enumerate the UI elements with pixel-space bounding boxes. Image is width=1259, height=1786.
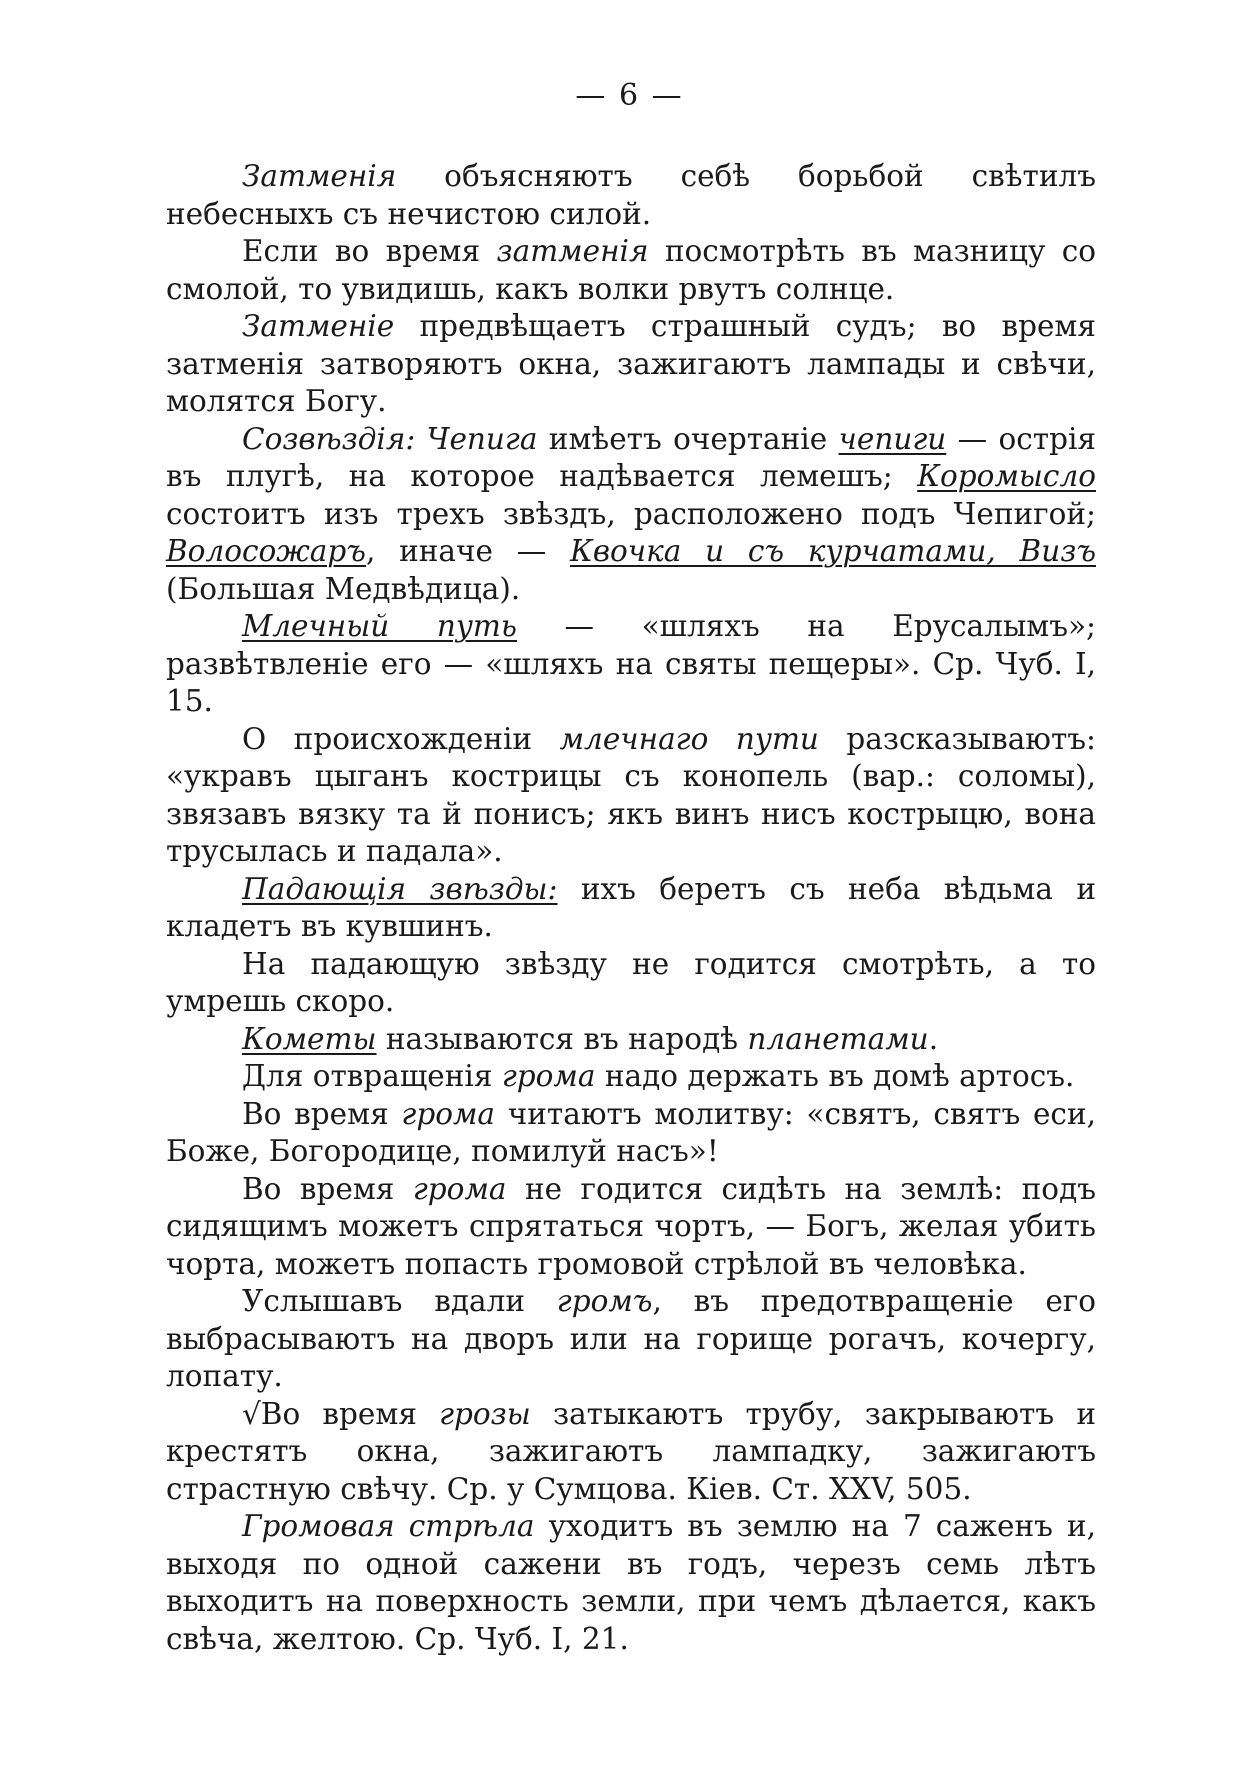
text-segment: О происхожденіи — [242, 721, 560, 756]
text-segment: состоитъ изъ трехъ звѣздъ, расположено подъ Чепигой; — [166, 496, 1096, 531]
page-number: — 6 — — [575, 78, 684, 113]
paragraph — [166, 421, 1096, 609]
text-segment: Во время — [242, 1171, 413, 1206]
text-segment: разсказываютъ: «укравъ цыганъ кострицы съ конопель (вар.: соломы), звязавъ вязку та й понисъ; якъ винъ нисъ кострыцю, вона трусылась и падала». — [166, 721, 1096, 868]
text-segment: — «шляхъ на Ерусалымъ»; развѣтвленіе его — «шляхъ на святы пещеры». Ср. Чуб. I, 15. — [166, 609, 1097, 718]
text-segment: предвѣщаетъ страшный судъ; во время затменія затворяютъ окна, зажигаютъ лампады и свѣчи, молятся Богу. — [166, 309, 1096, 418]
keyword-term: млечнаго пути — [559, 721, 819, 756]
text-segment: читаютъ молитву: «святъ, святъ еси, Боже, Богородице, помилуй насъ»! — [166, 1096, 1096, 1168]
text-segment: Если во время — [242, 234, 497, 268]
keyword-term: грозы — [439, 1396, 531, 1431]
text-segment: На падающую звѣзду не годится смотрѣть, а то умрешь скоро. — [166, 946, 1096, 1018]
keyword-term: Падающія звѣзды: — [242, 871, 558, 906]
keyword-term: Квочка и съ курчатами, Визъ — [570, 534, 1096, 568]
keyword-term: Затменія — [242, 159, 397, 193]
keyword-term: затменія — [496, 234, 649, 268]
text-body — [166, 158, 1096, 1658]
text-segment: посмотрѣть въ мазницу со смолой, то увидишь, какъ волки рвутъ солнце. — [166, 234, 1097, 306]
text-segment: √Во время — [242, 1396, 440, 1431]
text-segment: затыкаютъ трубу, закрываютъ и крестятъ окна, зажигаютъ лампадку, зажигаютъ страстную свѣчу. Ср. у Сумцова. Кіев. Ст. XXV, 505. — [166, 1396, 1096, 1506]
paragraph — [166, 608, 1096, 721]
text-segment: надо держать въ домѣ артосъ. — [595, 1059, 1075, 1093]
paragraph — [166, 233, 1096, 308]
keyword-term: грома — [412, 1171, 507, 1206]
text-segment: объясняютъ себѣ борьбой свѣтилъ небесныхъ съ нечистою силой. — [166, 159, 1096, 231]
paragraph — [166, 721, 1096, 871]
text-segment: называются въ народѣ — [376, 1021, 748, 1056]
text-segment: ихъ беретъ съ неба вѣдьма и кладетъ въ кувшинъ. — [166, 871, 1097, 943]
keyword-term: Коромысло — [917, 459, 1096, 493]
paragraph — [166, 1096, 1096, 1171]
text-segment: , иначе — — [365, 534, 571, 568]
text-segment: — острія въ плугѣ, на которое надѣвается лемешъ; — [166, 421, 1096, 493]
keyword-term: чепиги — [838, 421, 947, 456]
keyword-term: грома — [401, 1096, 496, 1131]
paragraph — [166, 1283, 1096, 1396]
keyword-term: грома — [501, 1059, 596, 1093]
keyword-term: планетами — [747, 1021, 929, 1056]
text-segment: имѣетъ очертаніе — [537, 421, 839, 456]
keyword-term: Кометы — [242, 1021, 377, 1056]
keyword-term: громъ — [556, 1284, 653, 1318]
keyword-term: Млечный путь — [242, 609, 517, 643]
paragraph — [166, 871, 1096, 946]
keyword-term: Волосожаръ — [166, 534, 366, 568]
paragraph — [166, 158, 1096, 233]
paragraph — [166, 1396, 1096, 1509]
text-segment: , въ предотвращеніе его выбрасываютъ на дворъ или на горище рогачъ, кочергу, лопату. — [166, 1284, 1097, 1393]
text-segment: не годится сидѣть на землѣ: подъ сидящимъ можетъ спрятаться чортъ, — Богъ, желая убить чорта, можетъ попасть громовой стрѣлой въ человѣка. — [166, 1171, 1097, 1281]
text-segment: уходитъ въ землю на 7 саженъ и, выходя по одной сажени въ годъ, черезъ семь лѣтъ выходитъ на поверхность земли, при чемъ дѣлается, какъ свѣча, желтою. Ср. Чуб. I, 21. — [166, 1509, 1097, 1656]
keyword-term: Созвѣздія: Чепига — [242, 421, 538, 456]
paragraph — [166, 1508, 1096, 1658]
text-segment: Во время — [242, 1096, 402, 1131]
paragraph — [166, 1058, 1096, 1096]
paragraph — [166, 308, 1096, 421]
text-segment: Для отвращенія — [242, 1059, 502, 1093]
paragraph — [166, 1021, 1096, 1059]
text-segment: (Большая Медвѣдица). — [166, 571, 521, 606]
text-segment: Услышавъ вдали — [242, 1284, 557, 1318]
text-segment: . — [928, 1021, 939, 1056]
keyword-term: Громовая стрѣла — [242, 1509, 535, 1543]
paragraph — [166, 946, 1096, 1021]
keyword-term: Затменіе — [242, 309, 395, 343]
paragraph — [166, 1171, 1096, 1284]
